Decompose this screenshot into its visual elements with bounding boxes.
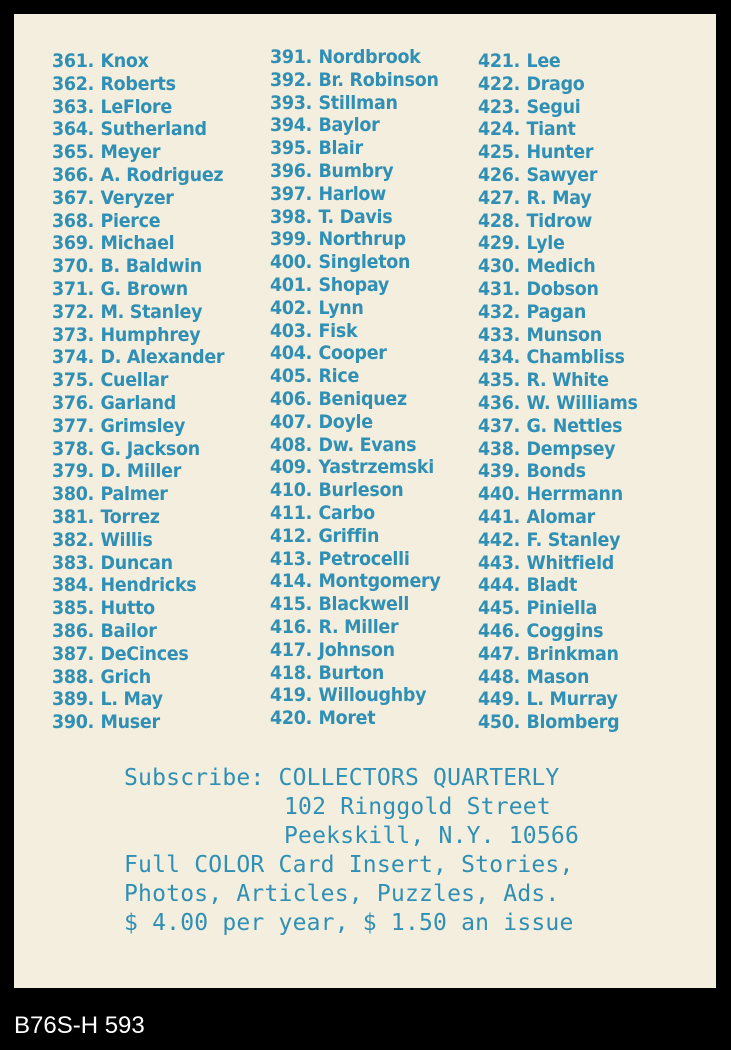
card-number: 435.: [478, 369, 521, 392]
checklist-column-1: [52, 50, 239, 734]
card-number: 419.: [270, 684, 313, 707]
checklist-entry: [270, 46, 441, 69]
card-number: 403.: [270, 319, 313, 342]
player-name: Bladt: [526, 574, 578, 597]
player-name: Grich: [100, 665, 151, 688]
checklist-entry: [270, 502, 441, 525]
player-name: M. Stanley: [100, 300, 203, 323]
checklist-entry: [478, 118, 638, 141]
player-name: G. Nettles: [526, 414, 623, 437]
card-number: 438.: [478, 437, 521, 460]
card-number: 446.: [478, 619, 521, 642]
card-number: 445.: [478, 597, 521, 620]
address-street: 102 Ringgold Street: [284, 794, 551, 820]
checklist-entry: [478, 50, 638, 73]
checklist-entry: [270, 228, 441, 251]
player-name: Brinkman: [526, 642, 619, 665]
player-name: Baylor: [318, 114, 380, 137]
player-name: Knox: [100, 50, 149, 72]
card-number: 393.: [270, 91, 313, 114]
checklist-entry: [478, 232, 638, 255]
player-name: G. Brown: [100, 277, 188, 300]
card-number: 420.: [270, 707, 313, 730]
card-number: 427.: [478, 186, 521, 209]
player-name: Meyer: [100, 141, 161, 164]
checklist-entry: [478, 688, 638, 711]
checklist-entry: [478, 711, 638, 734]
card-number: 401.: [270, 273, 313, 296]
player-name: Bailor: [100, 619, 157, 642]
player-name: Herrmann: [526, 483, 623, 506]
card-number: 400.: [270, 251, 313, 274]
card-number: 424.: [478, 118, 521, 141]
checklist-entry: [52, 73, 224, 96]
checklist-entry: [270, 297, 441, 320]
card-number: 431.: [478, 277, 521, 300]
player-name: Rice: [318, 365, 360, 388]
checklist-entry: [52, 324, 224, 347]
checklist: [14, 14, 716, 754]
card-number: 388.: [52, 665, 95, 688]
checklist-entry: [270, 183, 441, 206]
checklist-entry: [52, 141, 224, 164]
card-number: 443.: [478, 551, 521, 574]
player-name: Roberts: [100, 72, 176, 95]
checklist-entry: [478, 255, 638, 278]
price-line: $ 4.00 per year, $ 1.50 an issue: [124, 910, 574, 936]
checklist-entry: [478, 438, 638, 461]
player-name: D. Miller: [100, 460, 182, 483]
card-number: 417.: [270, 638, 313, 661]
card-number: 422.: [478, 72, 521, 95]
checklist-entry: [52, 597, 224, 620]
checklist-entry: [52, 50, 224, 73]
card-number: 394.: [270, 114, 313, 137]
player-name: Veryzer: [100, 186, 174, 209]
card-number: 395.: [270, 137, 313, 160]
checklist-entry: [270, 479, 441, 502]
player-name: Pierce: [100, 209, 161, 232]
checklist-entry: [52, 552, 224, 575]
player-name: Garland: [100, 391, 177, 414]
checklist-entry: [478, 73, 638, 96]
checklist-column-3: [478, 50, 652, 734]
checklist-entry: [52, 620, 224, 643]
card-number: 361.: [52, 50, 95, 72]
checklist-entry: [478, 666, 638, 689]
card-number: 426.: [478, 163, 521, 186]
card-number: 439.: [478, 460, 521, 483]
checklist-entry: [478, 483, 638, 506]
checklist-entry: [52, 210, 224, 233]
checklist-entry: [478, 574, 638, 597]
card-number: 414.: [270, 570, 313, 593]
card-number: 362.: [52, 72, 95, 95]
card-number: 434.: [478, 346, 521, 369]
checklist-entry: [270, 593, 441, 616]
checklist-entry: [478, 324, 638, 347]
checklist-entry: [52, 574, 224, 597]
player-name: Tidrow: [526, 209, 593, 232]
checklist-entry: [52, 278, 224, 301]
player-name: Bonds: [526, 460, 586, 483]
card-number: 382.: [52, 528, 95, 551]
checklist-entry: [52, 255, 224, 278]
card-number: 371.: [52, 277, 95, 300]
checklist-entry: [270, 456, 441, 479]
player-name: Northrup: [318, 228, 406, 251]
card-number: 416.: [270, 615, 313, 638]
checklist-entry: [270, 548, 441, 571]
checklist-entry: [478, 210, 638, 233]
checklist-entry: [52, 460, 224, 483]
player-name: Shopay: [318, 273, 390, 296]
player-name: L. Murray: [526, 688, 618, 711]
card-number: 366.: [52, 163, 95, 186]
checklist-entry: [270, 160, 441, 183]
item-label: B76S-H 593: [14, 1012, 145, 1039]
checklist-entry: [270, 570, 441, 593]
card-number: 397.: [270, 182, 313, 205]
checklist-entry: [52, 118, 224, 141]
card-number: 448.: [478, 665, 521, 688]
checklist-entry: [52, 711, 224, 734]
card-number: 404.: [270, 342, 313, 365]
checklist-entry: [52, 96, 224, 119]
player-name: Whitfield: [526, 551, 615, 574]
player-name: Stillman: [318, 91, 398, 114]
checklist-entry: [478, 529, 638, 552]
player-name: Hutto: [100, 597, 155, 620]
card-number: 390.: [52, 711, 95, 734]
player-name: Willoughby: [318, 684, 427, 707]
card-number: 408.: [270, 433, 313, 456]
card-number: 379.: [52, 460, 95, 483]
card-number: 447.: [478, 642, 521, 665]
player-name: Chambliss: [526, 346, 625, 369]
checklist-entry: [52, 346, 224, 369]
card-number: 411.: [270, 501, 313, 524]
card-number: 418.: [270, 661, 313, 684]
card-number: 384.: [52, 574, 95, 597]
checklist-entry: [270, 92, 441, 115]
subscribe-line: Subscribe: COLLECTORS QUARTERLY: [124, 765, 560, 791]
card-number: 387.: [52, 642, 95, 665]
player-name: G. Jackson: [100, 437, 200, 460]
player-name: Torrez: [100, 505, 160, 528]
card-number: 380.: [52, 483, 95, 506]
player-name: Mason: [526, 665, 590, 688]
player-name: Drago: [526, 72, 585, 95]
card-number: 364.: [52, 118, 95, 141]
card-number: 385.: [52, 597, 95, 620]
card-number: 437.: [478, 414, 521, 437]
checklist-entry: [478, 643, 638, 666]
card-number: 368.: [52, 209, 95, 232]
card-number: 406.: [270, 387, 313, 410]
player-name: Blackwell: [318, 593, 410, 616]
player-name: Humphrey: [100, 323, 201, 346]
checklist-entry: [478, 552, 638, 575]
checklist-entry: [270, 320, 441, 343]
checklist-entry: [270, 684, 441, 707]
card-number: 402.: [270, 296, 313, 319]
card-number: 381.: [52, 505, 95, 528]
checklist-entry: [478, 164, 638, 187]
checklist-entry: [270, 707, 441, 730]
card-number: 436.: [478, 391, 521, 414]
player-name: Fisk: [318, 319, 358, 342]
card-number: 373.: [52, 323, 95, 346]
checklist-entry: [52, 438, 224, 461]
card-number: 377.: [52, 414, 95, 437]
checklist-entry: [478, 346, 638, 369]
checklist-entry: [52, 232, 224, 255]
player-name: Alomar: [526, 505, 595, 528]
checklist-entry: [270, 662, 441, 685]
features-line: Full COLOR Card Insert, Stories,: [124, 852, 574, 878]
checklist-entry: [270, 342, 441, 365]
card-number: 433.: [478, 323, 521, 346]
player-name: Yastrzemski: [318, 456, 434, 479]
player-name: Petrocelli: [318, 547, 410, 570]
address-city: Peekskill, N.Y. 10566: [284, 823, 579, 849]
player-name: Muser: [100, 711, 160, 734]
checklist-entry: [270, 69, 441, 92]
player-name: D. Alexander: [100, 346, 225, 369]
checklist-entry: [270, 388, 441, 411]
player-name: R. Miller: [318, 615, 399, 638]
card-number: 429.: [478, 232, 521, 255]
player-name: Hendricks: [100, 574, 197, 597]
player-name: T. Davis: [318, 205, 393, 228]
player-name: F. Stanley: [526, 528, 621, 551]
player-name: Singleton: [318, 251, 411, 274]
card-number: 376.: [52, 391, 95, 414]
player-name: Griffin: [318, 524, 380, 547]
player-name: L. May: [100, 688, 163, 711]
card-number: 405.: [270, 365, 313, 388]
player-name: A. Rodriguez: [100, 163, 224, 186]
player-name: Lynn: [318, 296, 364, 319]
player-name: R. White: [526, 369, 609, 392]
card-number: 430.: [478, 255, 521, 278]
features-line-2: Photos, Articles, Puzzles, Ads.: [124, 881, 560, 907]
player-name: Tiant: [526, 118, 576, 141]
player-name: DeCinces: [100, 642, 189, 665]
checklist-entry: [478, 460, 638, 483]
player-name: LeFlore: [100, 95, 172, 118]
card-number: 442.: [478, 528, 521, 551]
checklist-column-2: [270, 46, 455, 730]
player-name: Burleson: [318, 479, 404, 502]
checklist-entry: [478, 187, 638, 210]
card-number: 421.: [478, 50, 521, 72]
checklist-entry: [478, 278, 638, 301]
card-back: [14, 14, 716, 988]
card-number: 415.: [270, 593, 313, 616]
checklist-entry: [270, 525, 441, 548]
player-name: Harlow: [318, 182, 387, 205]
checklist-entry: [478, 415, 638, 438]
card-number: 425.: [478, 141, 521, 164]
player-name: W. Williams: [526, 391, 638, 414]
card-number: 383.: [52, 551, 95, 574]
player-name: Blair: [318, 137, 363, 160]
card-number: 399.: [270, 228, 313, 251]
checklist-entry: [478, 620, 638, 643]
card-number: 432.: [478, 300, 521, 323]
checklist-entry: [52, 415, 224, 438]
checklist-entry: [270, 114, 441, 137]
checklist-entry: [52, 301, 224, 324]
card-number: 410.: [270, 479, 313, 502]
player-name: Nordbrook: [318, 46, 421, 68]
player-name: Munson: [526, 323, 602, 346]
checklist-entry: [478, 96, 638, 119]
player-name: Michael: [100, 232, 175, 255]
checklist-entry: [478, 597, 638, 620]
checklist-entry: [270, 206, 441, 229]
card-number: 412.: [270, 524, 313, 547]
card-number: 389.: [52, 688, 95, 711]
checklist-entry: [270, 365, 441, 388]
player-name: Sawyer: [526, 163, 598, 186]
checklist-entry: [52, 643, 224, 666]
card-number: 428.: [478, 209, 521, 232]
player-name: Lyle: [526, 232, 565, 255]
checklist-entry: [270, 639, 441, 662]
card-number: 374.: [52, 346, 95, 369]
card-number: 398.: [270, 205, 313, 228]
player-name: Piniella: [526, 597, 598, 620]
player-name: Palmer: [100, 483, 168, 506]
card-number: 386.: [52, 619, 95, 642]
card-number: 369.: [52, 232, 95, 255]
checklist-entry: [52, 529, 224, 552]
player-name: Duncan: [100, 551, 173, 574]
player-name: Dempsey: [526, 437, 616, 460]
card-number: 444.: [478, 574, 521, 597]
card-number: 449.: [478, 688, 521, 711]
card-number: 409.: [270, 456, 313, 479]
player-name: Carbo: [318, 501, 375, 524]
card-number: 378.: [52, 437, 95, 460]
checklist-entry: [52, 688, 224, 711]
player-name: B. Baldwin: [100, 255, 202, 278]
player-name: Bumbry: [318, 159, 394, 182]
player-name: Doyle: [318, 410, 373, 433]
player-name: Medich: [526, 255, 596, 278]
card-number: 372.: [52, 300, 95, 323]
player-name: R. May: [526, 186, 592, 209]
checklist-entry: [52, 392, 224, 415]
player-name: Lee: [526, 50, 561, 72]
checklist-entry: [52, 164, 224, 187]
checklist-entry: [270, 434, 441, 457]
player-name: Dw. Evans: [318, 433, 417, 456]
checklist-entry: [270, 251, 441, 274]
player-name: Burton: [318, 661, 385, 684]
checklist-entry: [270, 616, 441, 639]
subscription-info: [124, 764, 579, 938]
checklist-entry: [52, 187, 224, 210]
card-number: 392.: [270, 68, 313, 91]
player-name: Hunter: [526, 141, 594, 164]
card-number: 375.: [52, 369, 95, 392]
player-name: Segui: [526, 95, 581, 118]
card-number: 365.: [52, 141, 95, 164]
checklist-entry: [270, 411, 441, 434]
checklist-entry: [478, 301, 638, 324]
checklist-entry: [52, 506, 224, 529]
checklist-entry: [478, 506, 638, 529]
card-number: 363.: [52, 95, 95, 118]
player-name: Montgomery: [318, 570, 441, 593]
player-name: Grimsley: [100, 414, 186, 437]
checklist-entry: [52, 369, 224, 392]
card-number: 370.: [52, 255, 95, 278]
player-name: Willis: [100, 528, 153, 551]
card-number: 440.: [478, 483, 521, 506]
checklist-entry: [478, 392, 638, 415]
player-name: Blomberg: [526, 711, 620, 734]
player-name: Cooper: [318, 342, 387, 365]
card-number: 423.: [478, 95, 521, 118]
checklist-entry: [52, 666, 224, 689]
card-number: 391.: [270, 46, 313, 68]
checklist-entry: [478, 369, 638, 392]
player-name: Beniquez: [318, 387, 407, 410]
player-name: Dobson: [526, 277, 599, 300]
checklist-entry: [270, 274, 441, 297]
player-name: Coggins: [526, 619, 604, 642]
checklist-entry: [478, 141, 638, 164]
player-name: Johnson: [318, 638, 395, 661]
checklist-entry: [52, 483, 224, 506]
card-number: 407.: [270, 410, 313, 433]
checklist-entry: [270, 137, 441, 160]
card-number: 396.: [270, 159, 313, 182]
card-number: 441.: [478, 505, 521, 528]
card-number: 413.: [270, 547, 313, 570]
card-number: 367.: [52, 186, 95, 209]
player-name: Pagan: [526, 300, 586, 323]
player-name: Cuellar: [100, 369, 169, 392]
card-number: 450.: [478, 711, 521, 734]
player-name: Moret: [318, 707, 376, 730]
player-name: Sutherland: [100, 118, 207, 141]
player-name: Br. Robinson: [318, 68, 439, 91]
